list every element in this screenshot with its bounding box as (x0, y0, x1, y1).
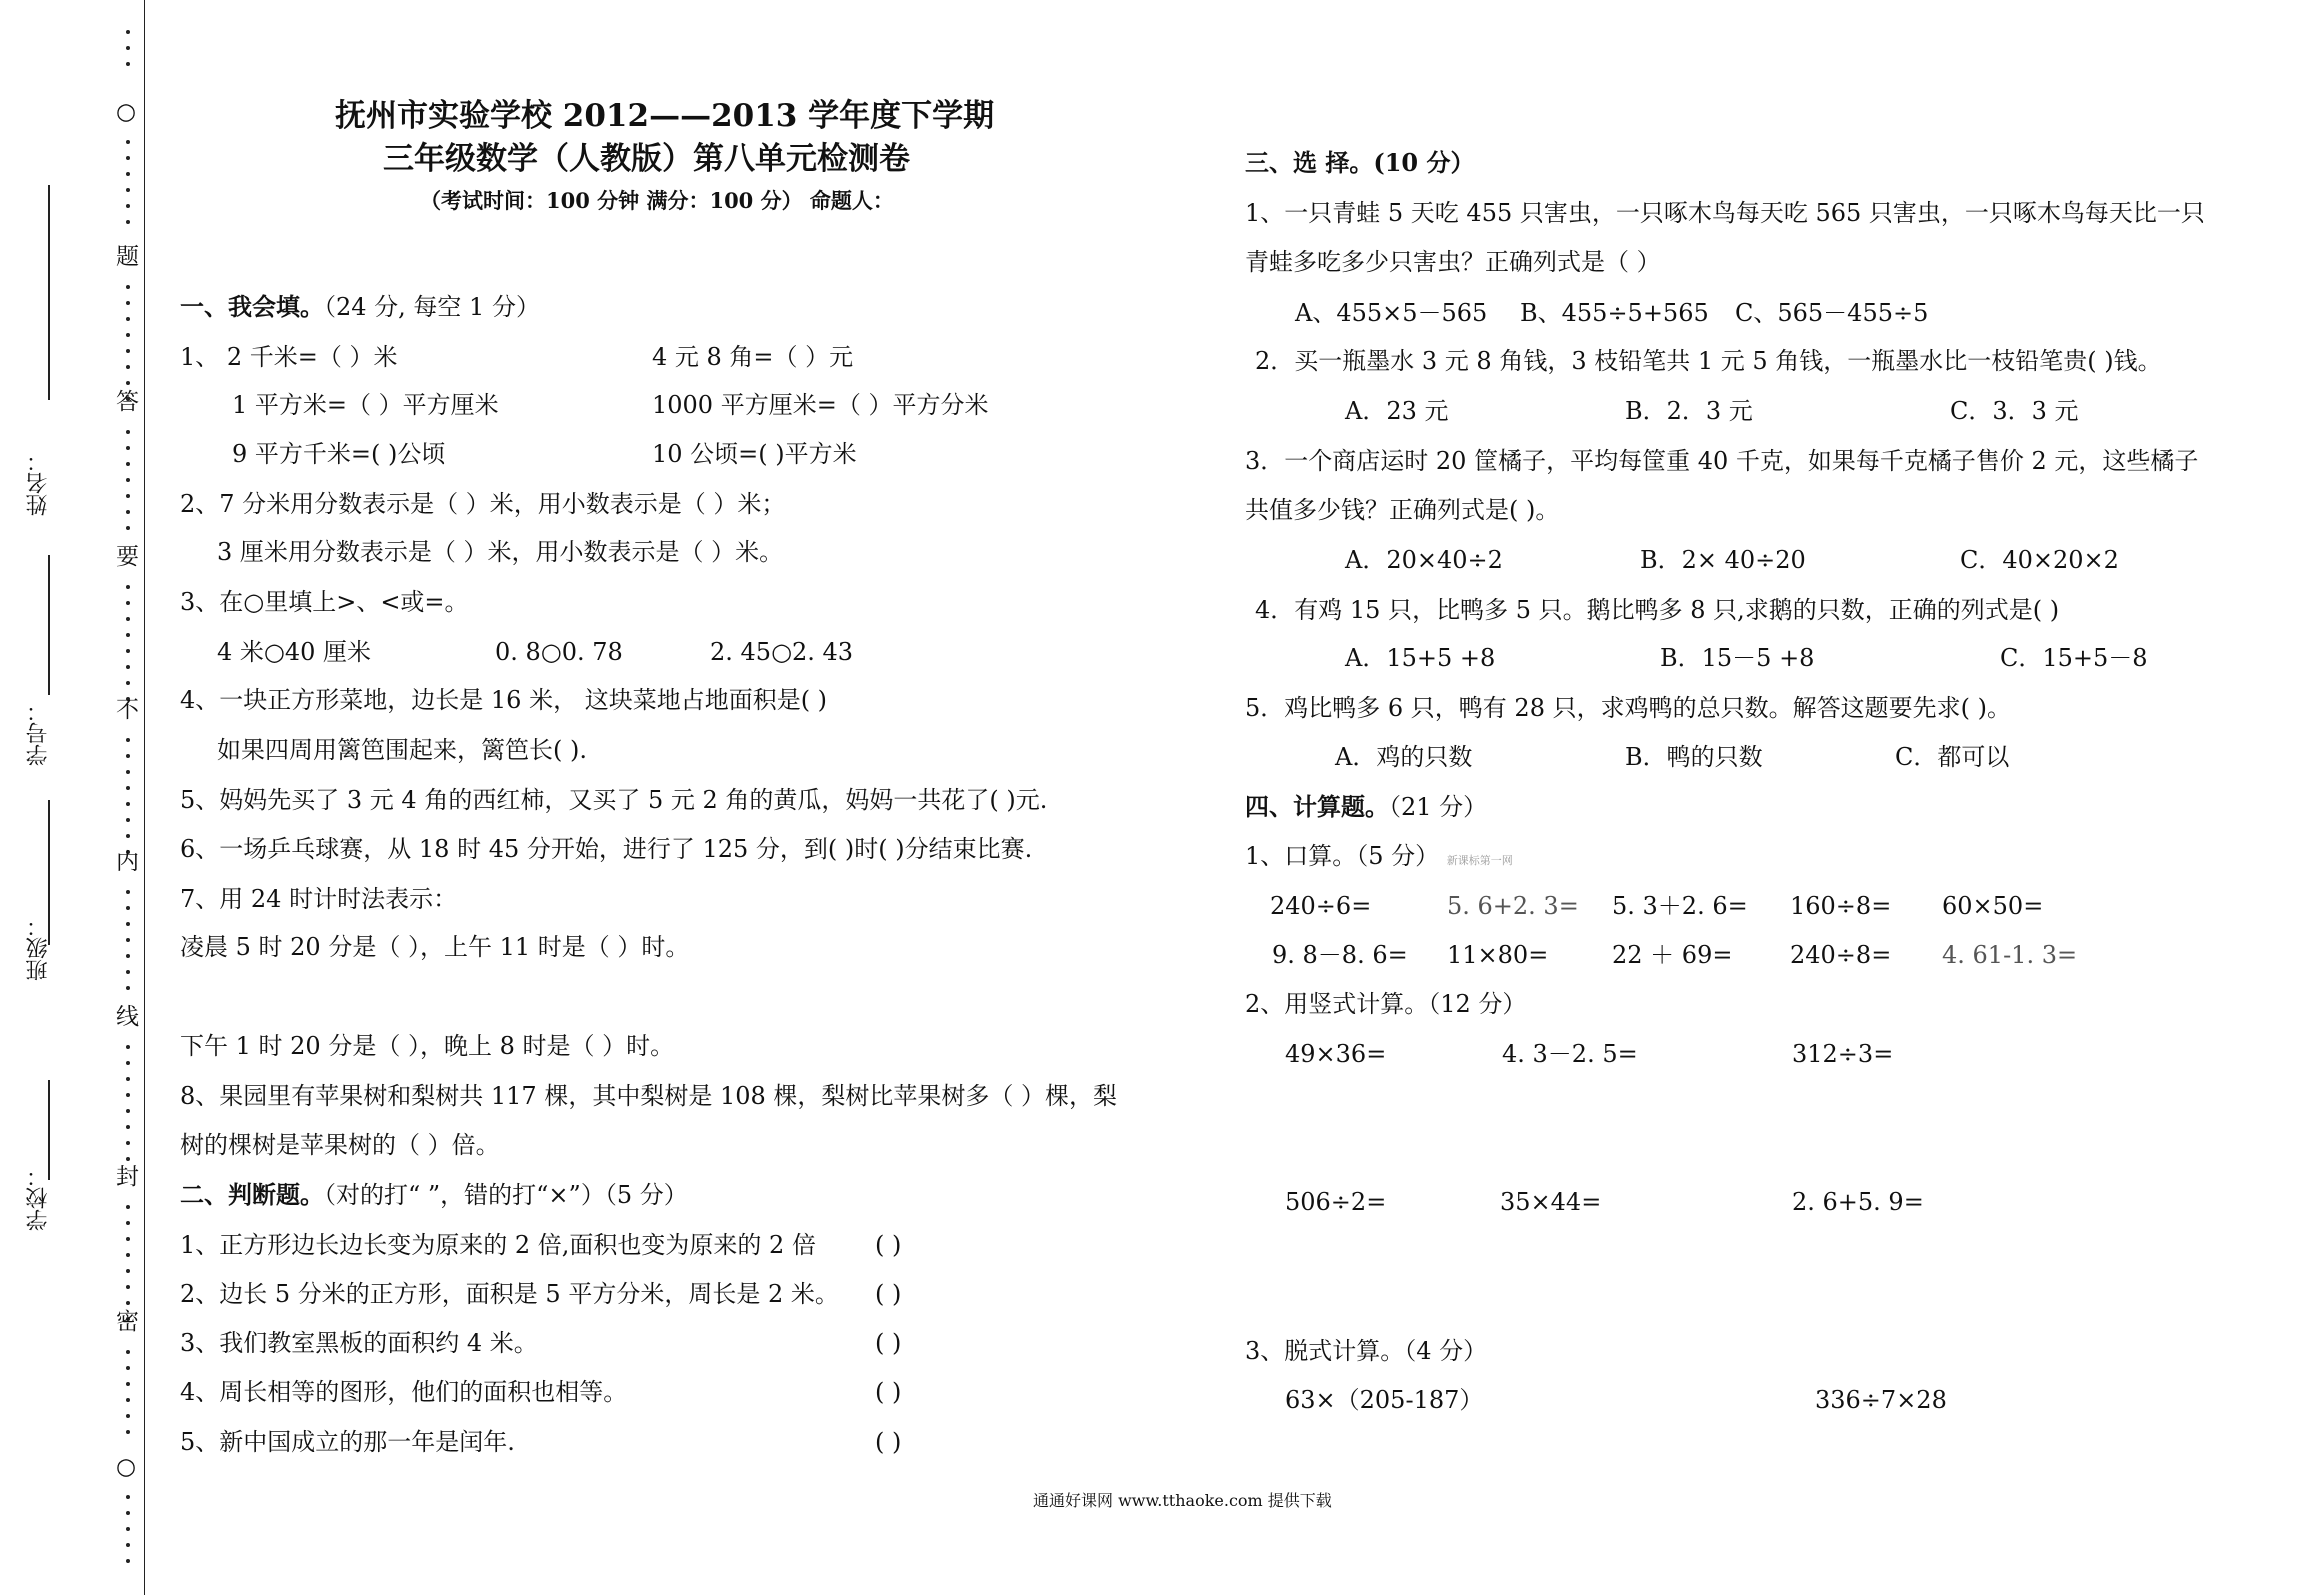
mc-q1-a: 1、一只青蛙 5 天吃 455 只害虫，一只啄木鸟每天吃 565 只害虫，一只啄木鸟每天比一只 (1245, 199, 2205, 227)
mc-q3-opt-a: A．20×40÷2 (1345, 546, 1503, 574)
mc-q5-opt-c: C．都可以 (1895, 743, 2010, 771)
binding-dots-8 (125, 1045, 131, 1173)
mc-q1-opt-a: A、455×5－565 (1295, 299, 1488, 327)
oral-r2-3: 22 ＋ 69= (1612, 941, 1733, 969)
binding-dots-11 (125, 1495, 131, 1575)
mc-q5-opt-a: A．鸡的只数 (1335, 743, 1473, 771)
margin-char-5: 不 (116, 697, 139, 723)
class-label: 班级： (26, 915, 51, 981)
oral-r1-1: 240÷6= (1270, 892, 1372, 920)
section-multiple-choice-heading: 三、选 择。(10 分） (1245, 148, 1475, 177)
q3-b: 0. 8○0. 78 (495, 638, 623, 666)
vert-r1-2: 4. 3－2. 5= (1502, 1040, 1638, 1068)
oral-r1-4: 160÷8= (1790, 892, 1892, 920)
student-id-field-line (48, 555, 50, 695)
section-fill-in-note: （24 分, 每空 1 分） (324, 293, 540, 321)
tf-item-2: 2、边长 5 分米的正方形，面积是 5 平方分米，周长是 2 米。 (180, 1280, 839, 1308)
binding-dots-7 (125, 890, 131, 1002)
q1-e: 9 平方千米=( )公顷 (232, 440, 446, 468)
binding-dots-6 (125, 738, 131, 866)
footer-source: 通通好课网 www.tthaoke.com 提供下载 (1033, 1491, 1332, 1510)
section-fill-in-heading: 一、我会填。 (180, 292, 324, 321)
margin-char-4: 要 (116, 544, 139, 570)
mc-q1-opt-b: B、455÷5+565 (1520, 299, 1709, 327)
vert-r2-2: 35×44= (1500, 1188, 1602, 1216)
vertical-calc-title: 2、用竖式计算。（12 分） (1245, 990, 1527, 1018)
tf-item-3: 3、我们教室黑板的面积约 4 米。 (180, 1329, 538, 1357)
step-calc-2: 336÷7×28 (1815, 1386, 1947, 1414)
q1-d: 1000 平方厘米=（ ）平方分米 (652, 391, 989, 419)
mc-q5-opt-b: B．鸭的只数 (1625, 743, 1763, 771)
mc-q3-b: 共值多少钱？正确列式是( )。 (1245, 496, 1560, 524)
school-label: 学校： (26, 1165, 51, 1231)
tf-answer-5[interactable]: ( ) (875, 1428, 902, 1456)
vert-r1-1: 49×36= (1285, 1040, 1387, 1068)
q4-b: 如果四周用篱笆围起来，篱笆长( ). (217, 736, 587, 764)
oral-r1-3: 5. 3＋2. 6= (1612, 892, 1748, 920)
margin-char-1: ○ (116, 99, 137, 125)
tf-answer-1[interactable]: ( ) (875, 1231, 902, 1259)
vert-r2-3: 2. 6+5. 9= (1792, 1188, 1924, 1216)
name-field-line (48, 185, 50, 400)
oral-r1-5: 60×50= (1942, 892, 2044, 920)
margin-char-10: ○ (116, 1454, 137, 1480)
q1-f: 10 公顷=( )平方米 (652, 440, 857, 468)
q7-a: 凌晨 5 时 20 分是（ ），上午 11 时是（ ）时。 (180, 933, 690, 961)
q7-b: 下午 1 时 20 分是（ ），晚上 8 时是（ ）时。 (180, 1032, 675, 1060)
margin-char-6: 内 (116, 849, 139, 875)
margin-char-3: 答 (116, 389, 139, 415)
page-title-line2: 三年级数学（人教版）第八单元检测卷 (383, 141, 910, 177)
vert-r2-1: 506÷2= (1285, 1188, 1387, 1216)
mc-q5: 5．鸡比鸭多 6 只，鸭有 28 只，求鸡鸭的总只数。解答这题要先求( )。 (1245, 694, 2011, 722)
page-title-line1: 抚州市实验学校 2012——2013 学年度下学期 (335, 98, 995, 134)
q4-a: 4、一块正方形菜地，边长是 16 米， 这块菜地占地面积是( ) (180, 686, 828, 714)
oral-r2-2: 11×80= (1447, 941, 1549, 969)
binding-dots-4 (125, 430, 131, 542)
q7: 7、用 24 时计时法表示： (180, 885, 458, 913)
section-calculation (1245, 792, 1487, 822)
q5: 5、妈妈先买了 3 元 4 角的西红柿，又买了 5 元 2 角的黄瓜，妈妈一共花了( )元. (180, 786, 1048, 814)
mc-q2-opt-a: A．23 元 (1345, 397, 1449, 425)
mc-q3-a: 3．一个商店运时 20 筐橘子，平均每筐重 40 千克，如果每千克橘子售价 2 元，这些橘子 (1245, 447, 2199, 475)
tf-item-1: 1、正方形边长边长变为原来的 2 倍,面积也变为原来的 2 倍 (180, 1231, 816, 1259)
margin-char-9: 密 (116, 1309, 139, 1335)
binding-dots-5 (125, 585, 131, 713)
tf-answer-4[interactable]: ( ) (875, 1378, 902, 1406)
q1-a: 1、 2 千米=（ ）米 (180, 343, 398, 371)
mc-q4-opt-c: C．15+5－8 (2000, 644, 2148, 672)
section-true-false-heading: 二、判断题。 (180, 1180, 324, 1209)
oral-r2-4: 240÷8= (1790, 941, 1892, 969)
watermark-text: 新课标第一网 (1446, 854, 1513, 867)
mc-q2: 2．买一瓶墨水 3 元 8 角钱，3 枝铅笔共 1 元 5 角钱，一瓶墨水比一枝铅笔贵( )钱。 (1255, 347, 2162, 375)
q1-c: 1 平方米=（ ）平方厘米 (232, 391, 499, 419)
mc-q4-opt-a: A．15+5 +8 (1345, 644, 1496, 672)
mc-q3-opt-b: B．2× 40÷20 (1640, 546, 1806, 574)
margin-char-2: 题 (116, 244, 139, 270)
q6: 6、一场乒乓球赛，从 18 时 45 分开始，进行了 125 分，到( )时( )分结束比赛. (180, 835, 1033, 863)
oral-calc-label: 1、口算。（5 分） (1245, 842, 1440, 870)
q3-a: 4 米○40 厘米 (217, 638, 372, 666)
tf-item-4: 4、周长相等的图形，他们的面积也相等。 (180, 1378, 628, 1406)
section-true-false (180, 1180, 688, 1210)
mc-q4-opt-b: B．15－5 +8 (1660, 644, 1815, 672)
step-calc-title: 3、脱式计算。（4 分） (1245, 1337, 1488, 1365)
tf-answer-2[interactable]: ( ) (875, 1280, 902, 1308)
oral-calc-title (1245, 841, 1513, 876)
mc-q2-opt-b: B．2．3 元 (1625, 397, 1753, 425)
q1-b: 4 元 8 角=（ ）元 (652, 343, 854, 371)
q3: 3、在○里填上>、<或=。 (180, 588, 469, 616)
oral-r2-1: 9. 8－8. 6= (1272, 941, 1408, 969)
step-calc-1: 63×（205-187） (1285, 1386, 1484, 1414)
tf-item-5: 5、新中国成立的那一年是闰年. (180, 1428, 515, 1456)
section-fill-in (180, 292, 540, 322)
q2-a: 2、7 分米用分数表示是（ ）米，用小数表示是（ ）米； (180, 490, 786, 518)
mc-q4: 4．有鸡 15 只，比鸭多 5 只。鹅比鸭多 8 只,求鹅的只数，正确的列式是( ) (1255, 596, 2060, 624)
q3-c: 2. 45○2. 43 (710, 638, 854, 666)
name-label: 姓名： (26, 450, 51, 516)
q8-a: 8、果园里有苹果树和梨树共 117 棵，其中梨树是 108 棵，梨树比苹果树多（ ）棵，梨 (180, 1082, 1118, 1110)
mc-q1-opt-c: C、565－455÷5 (1735, 299, 1929, 327)
mc-q2-opt-c: C．3．3 元 (1950, 397, 2079, 425)
oral-r2-5: 4. 61-1. 3= (1942, 941, 2078, 969)
binding-dots-2 (125, 140, 131, 236)
q8-b: 树的棵树是苹果树的（ ）倍。 (180, 1131, 500, 1159)
vert-r1-3: 312÷3= (1792, 1040, 1894, 1068)
margin-char-8: 封 (116, 1164, 139, 1190)
mc-q3-opt-c: C．40×20×2 (1960, 546, 2119, 574)
margin-char-7: 线 (116, 1004, 139, 1030)
section-calculation-note: （21 分） (1389, 793, 1488, 821)
binding-dots-10 (125, 1350, 131, 1446)
mc-q1-b: 青蛙多吃多少只害虫？正确列式是（ ） (1245, 248, 1661, 276)
oral-r1-2: 5. 6+2. 3= (1447, 892, 1579, 920)
q2-b: 3 厘米用分数表示是（ ）米，用小数表示是（ ）米。 (217, 538, 784, 566)
binding-dots-1 (125, 30, 131, 78)
exam-info: （考试时间：100 分钟 满分：100 分） 命题人： (420, 188, 894, 213)
student-id-label: 学号： (26, 700, 51, 766)
tf-answer-3[interactable]: ( ) (875, 1329, 902, 1357)
section-calculation-heading: 四、计算题。 (1245, 792, 1389, 821)
section-true-false-note: （对的打“ ”，错的打“×”）（5 分） (324, 1181, 688, 1209)
